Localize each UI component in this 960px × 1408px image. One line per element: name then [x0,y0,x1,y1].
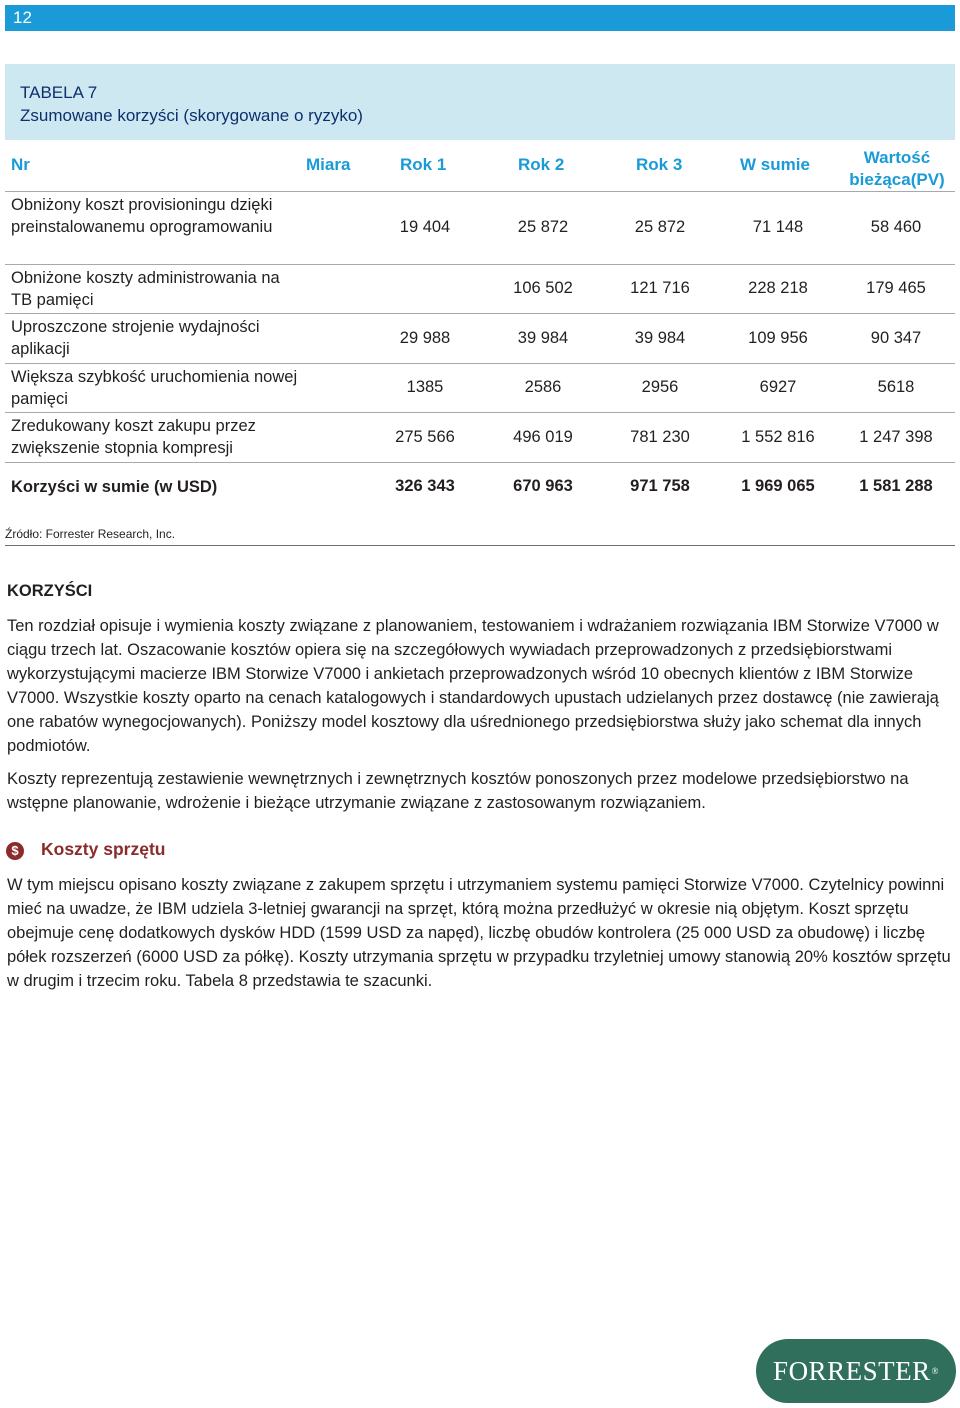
header-rok3: Rok 3 [636,155,683,174]
cell-rok2: 2586 [524,378,562,396]
cell-rok2: 39 984 [517,329,569,347]
header-rok2: Rok 2 [518,155,565,174]
total-rok1: 326 343 [395,477,455,495]
cell-rok1: 29 988 [399,329,451,347]
row-separator [5,191,955,192]
dollar-icon: $ [6,842,24,860]
cell-rok3: 2956 [641,378,679,396]
row-separator [5,412,955,413]
cell-rok3: 25 872 [634,218,686,236]
cell-sum: 228 218 [748,279,808,297]
paragraph-intro [7,614,955,758]
total-pv: 1 581 288 [859,477,933,495]
row-label: Uproszczone strojenie wydajności aplikacji [11,318,260,358]
cell-pv: 179 465 [866,279,926,297]
cell-rok1: 1385 [406,378,444,396]
registered-mark: ® [931,1366,939,1376]
row-separator [5,264,955,265]
table-title: Zsumowane korzyści (skorygowane o ryzyko) [20,106,363,125]
header-miara: Miara [306,155,351,174]
page-number-bar [5,5,955,31]
header-pv-line2: bieżąca(PV) [849,170,945,189]
header-sum: W sumie [740,155,810,174]
cell-rok1: 19 404 [399,218,451,236]
header-pv [838,147,956,191]
cell-sum: 71 148 [752,218,804,236]
cell-sum: 1 552 816 [741,428,815,446]
total-rok3: 971 758 [630,477,690,495]
header-nr: Nr [11,155,30,174]
paragraph-text: W tym miejscu opisano koszty związane z zakupem sprzętu i utrzymaniem systemu pamięci Storwize V7000. Czytelnicy powinni mieć na uwadze, że IBM udziela 3-letniej gwarancji na sprzęt, którą można przedłużyć w okresie nią objętym. Koszt sprzętu obejmuje cenę dodatkowych dysków HDD (1599 USD za napęd), liczbę obudów kontrolera (25 000 USD za obudowę) i liczbę półek rozszerzeń (6000 USD za półkę). Koszty utrzymania sprzętu w przypadku trzyletniej umowy stanowią 20% kosztów sprzętu w drugim i trzecim roku. Tabela 8 przedstawia te szacunki. [7,876,951,990]
total-sum: 1 969 065 [741,477,815,495]
table-source: Źródło: Forrester Research, Inc. [5,527,176,541]
header-rok1: Rok 1 [400,155,447,174]
total-rok2: 670 963 [513,477,573,495]
cell-rok3: 39 984 [634,329,686,347]
row-label: Większa szybkość uruchomienia nowej pamięci [11,368,298,408]
cell-pv: 90 347 [870,329,922,347]
cell-rok1: 275 566 [395,428,455,446]
cell-rok3: 121 716 [630,279,690,297]
total-label: Korzyści w sumie (w USD) [11,478,218,496]
cell-sum: 109 956 [748,329,808,347]
paragraph-text: Koszty reprezentują zestawienie wewnętrznych i zewnętrznych kosztów ponoszonych przez modelowe przedsiębiorstwo na wstępne planowanie, wdrożenie i bieżące utrzymanie związane z zastosowanym rozwiązaniem. [7,770,909,812]
cell-sum: 6927 [759,378,797,396]
cell-pv: 1 247 398 [859,428,933,446]
paragraph-hardware [7,873,955,993]
section-title: KORZYŚCI [7,582,93,600]
paragraph-text: Ten rozdział opisuje i wymienia koszty związane z planowaniem, testowaniem i wdrażaniem rozwiązania IBM Storwize V7000 w ciągu trzech lat. Oszacowanie kosztów opiera się na szczegółowych wywiadach przeprowadzonych z przedsiębiorstwami wykorzystującymi macierze IBM Storwize V7000 i ankietach przeprowadzonych wśród 10 obecnych klientów z IBM Storwize V7000. Wszystkie koszty oparto na cenach katalogowych i standardowych upustach udzielanych przez dostawcę (nie zawierają one rabatów wynegocjowanych). Poniższy model kosztowy dla uśrednionego przedsiębiorstwa służy jako schemat dla innych podmiotów. [7,617,939,755]
row-label: Obniżony koszt provisioningu dzięki preinstalowanemu oprogramowaniu [11,196,273,236]
paragraph-costs [7,767,955,815]
page-number: 12 [13,8,32,27]
logo-text: FORRESTER [773,1355,931,1386]
row-separator [5,313,955,314]
cell-pv: 5618 [877,378,915,396]
cell-rok2: 25 872 [517,218,569,236]
row-separator [5,462,955,463]
cell-pv: 58 460 [870,218,922,236]
row-label: Zredukowany koszt zakupu przez zwiększenie stopnia kompresji [11,417,256,457]
forrester-logo [756,1339,956,1403]
row-label: Obniżone koszty administrowania na TB pamięci [11,269,280,309]
subsection-title: Koszty sprzętu [41,839,166,859]
header-pv-line1: Wartość [863,148,931,167]
cell-rok2: 496 019 [513,428,573,446]
row-separator [5,363,955,364]
divider [5,545,955,546]
table-label: TABELA 7 [20,83,98,102]
cell-rok3: 781 230 [630,428,690,446]
cell-rok2: 106 502 [513,279,573,297]
table-title-box [5,64,955,140]
